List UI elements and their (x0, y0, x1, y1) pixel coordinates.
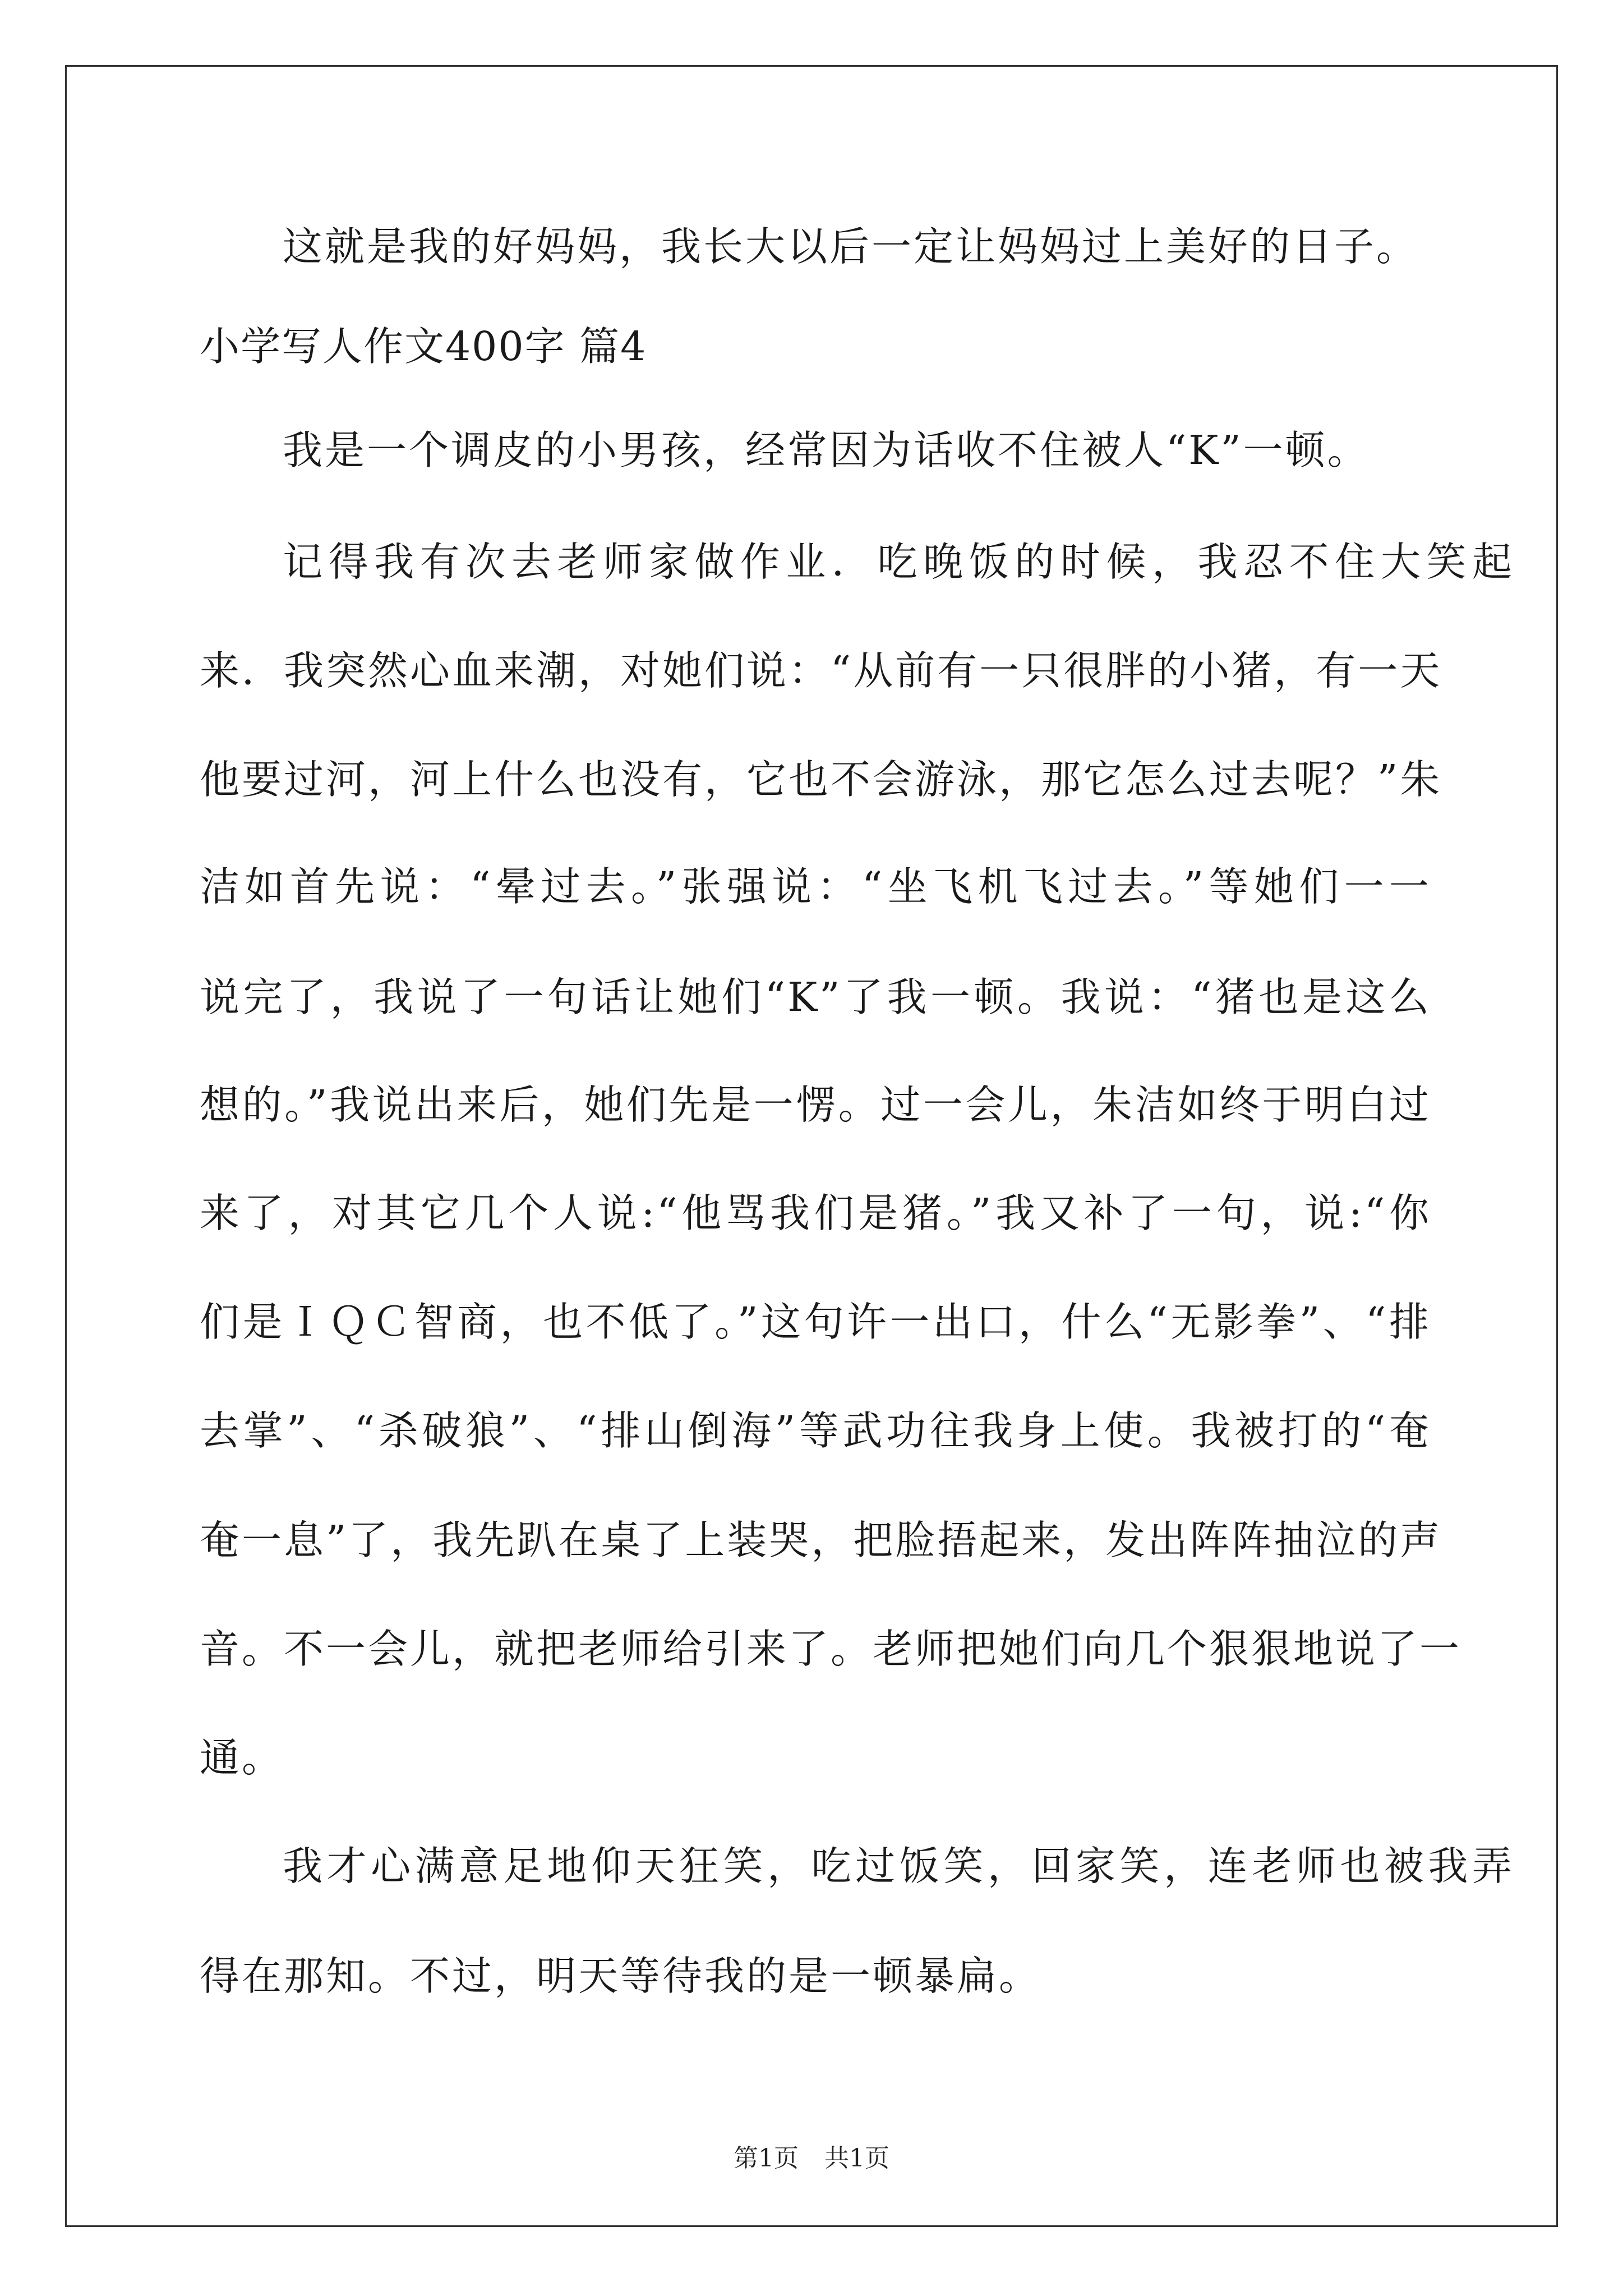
paragraph-line: 我是一个调皮的小男孩，经常因为话收不住被人“K”一顿。 (283, 427, 1370, 473)
paragraph-line: 得在那知。不过，明天等待我的是一顿暴扁。 (200, 1953, 1041, 1999)
paragraph-line: 想的。”我说出来后，她们先是一愣。过一会儿，朱洁如终于明白过 (200, 1082, 1431, 1128)
paragraph-line: 通。 (200, 1734, 284, 1781)
paragraph-line: 我才心满意足地仰天狂笑，吃过饭笑，回家笑，连老师也被我弄 (283, 1843, 1514, 1889)
page-border (65, 65, 1558, 2227)
paragraph-line: 这就是我的好妈妈，我长大以后一定让妈妈过上美好的日子。 (283, 223, 1419, 270)
paragraph-line: 奄一息”了，我先趴在桌了上装哭，把脸捂起来，发出阵阵抽泣的声 (200, 1517, 1442, 1563)
page-number: 第1页 (734, 2144, 799, 2173)
page-total: 共1页 (824, 2144, 889, 2173)
paragraph-line: 记得我有次去老师家做作业．吃晚饭的时候，我忍不住大笑起 (283, 539, 1514, 585)
paragraph-line: 说完了，我说了一句话让她们“K”了我一顿。我说：“猪也是这么 (200, 974, 1431, 1020)
section-heading: 小学写人作文400字 篇4 (200, 323, 647, 370)
paragraph-line: 音。不一会儿，就把老师给引来了。老师把她们向几个狠狠地说了一 (200, 1626, 1462, 1672)
paragraph-line: 洁如首先说：“晕过去。”张强说：“坐飞机飞过去。”等她们一一 (200, 863, 1431, 910)
paragraph-line: 来．我突然心血来潮，对她们说：“从前有一只很胖的小猪，有一天 (200, 647, 1442, 694)
paragraph-line: 他要过河，河上什么也没有，它也不会游泳，那它怎么过去呢？”朱 (200, 756, 1442, 803)
paragraph-line: 们是ＩＱＣ智商，也不低了。”这句许一出口，什么“无影拳”、“排 (200, 1299, 1431, 1345)
page-footer (0, 2142, 1623, 2175)
paragraph-line: 来了，对其它几个人说:“他骂我们是猪。”我又补了一句，说:“你 (200, 1190, 1431, 1236)
paragraph-line: 去掌”、“杀破狼”、“排山倒海”等武功往我身上使。我被打的“奄 (200, 1407, 1431, 1454)
